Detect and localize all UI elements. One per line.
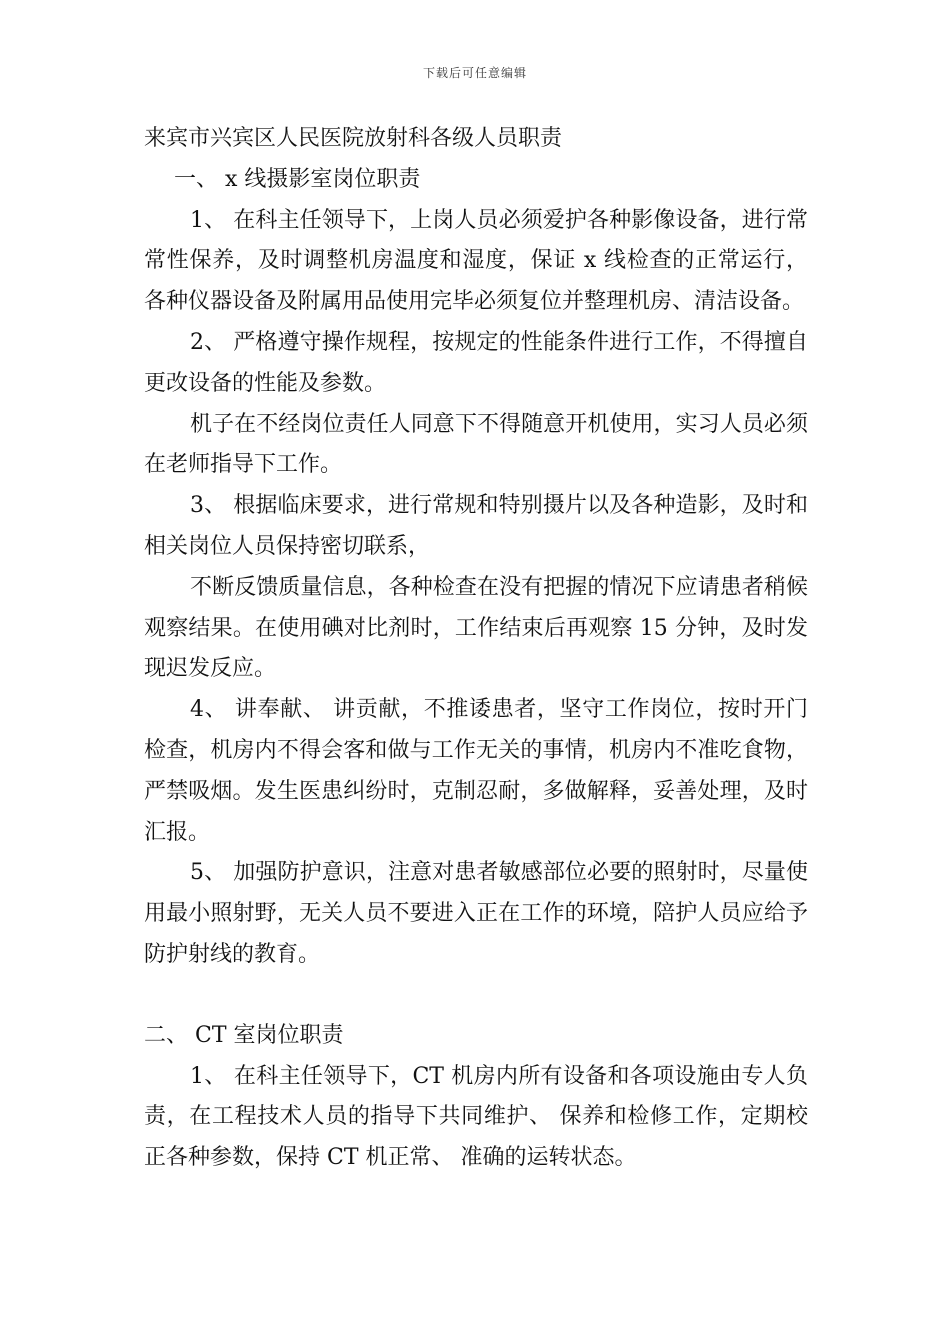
section1-paragraph-6: 4、 讲奉献、 讲贡献，不推诿患者，坚守工作岗位，按时开门检查，机房内不得会客和做与工作无关的事情，机房内不准吃食物，严禁吸烟。发生医患纠纷时，克制忍耐，多做解释，妥善处理，及时汇报。 [144,697,808,845]
section2-heading: 二、 CT 室岗位职责 [144,1022,344,1048]
section1-paragraph-4: 3、 根据临床要求，进行常规和特别摄片以及各种造影，及时和相关岗位人员保持密切联系， [144,493,808,559]
section1-heading: 一、 x 线摄影室岗位职责 [174,166,421,192]
section1-paragraph-2: 2、 严格遵守操作规程，按规定的性能条件进行工作，不得擅自更改设备的性能及参数。 [144,329,808,396]
document-title: 来宾市兴宾区人民医院放射科各级人员职责 [144,126,563,151]
section-spacer [144,976,808,1016]
section1-paragraph-1: 1、 在科主任领导下，上岗人员必须爱护各种影像设备，进行常常性保养，及时调整机房温度和湿度，保证 x 线检查的正常运行，各种仪器设备及附属用品使用完毕必须复位并整理机房、清洁设备。 [144,207,808,315]
section1-paragraph-7: 5、 加强防护意识，注意对患者敏感部位必要的照射时，尽量使用最小照射野，无关人员不要进入正在工作的环境，陪护人员应给予防护射线的教育。 [144,860,808,967]
section1-paragraph-5: 不断反馈质量信息，各种检查在没有把握的情况下应请患者稍候观察结果。在使用碘对比剂时，工作结束后再观察 15 分钟，及时发现迟发反应。 [144,574,808,682]
header-note: 下载后可任意编辑 [422,66,527,80]
document-body [144,119,808,1179]
section2-paragraph-1: 1、 在科主任领导下，CT 机房内所有设备和各项设施由专人负责，在工程技术人员的指导下共同维护、 保养和检修工作，定期校正各种参数，保持 CT 机正常、 准确的运转状态。 [144,1063,808,1171]
section1-paragraph-3: 机子在不经岗位责任人同意下不得随意开机使用，实习人员必须在老师指导下工作。 [144,411,808,478]
